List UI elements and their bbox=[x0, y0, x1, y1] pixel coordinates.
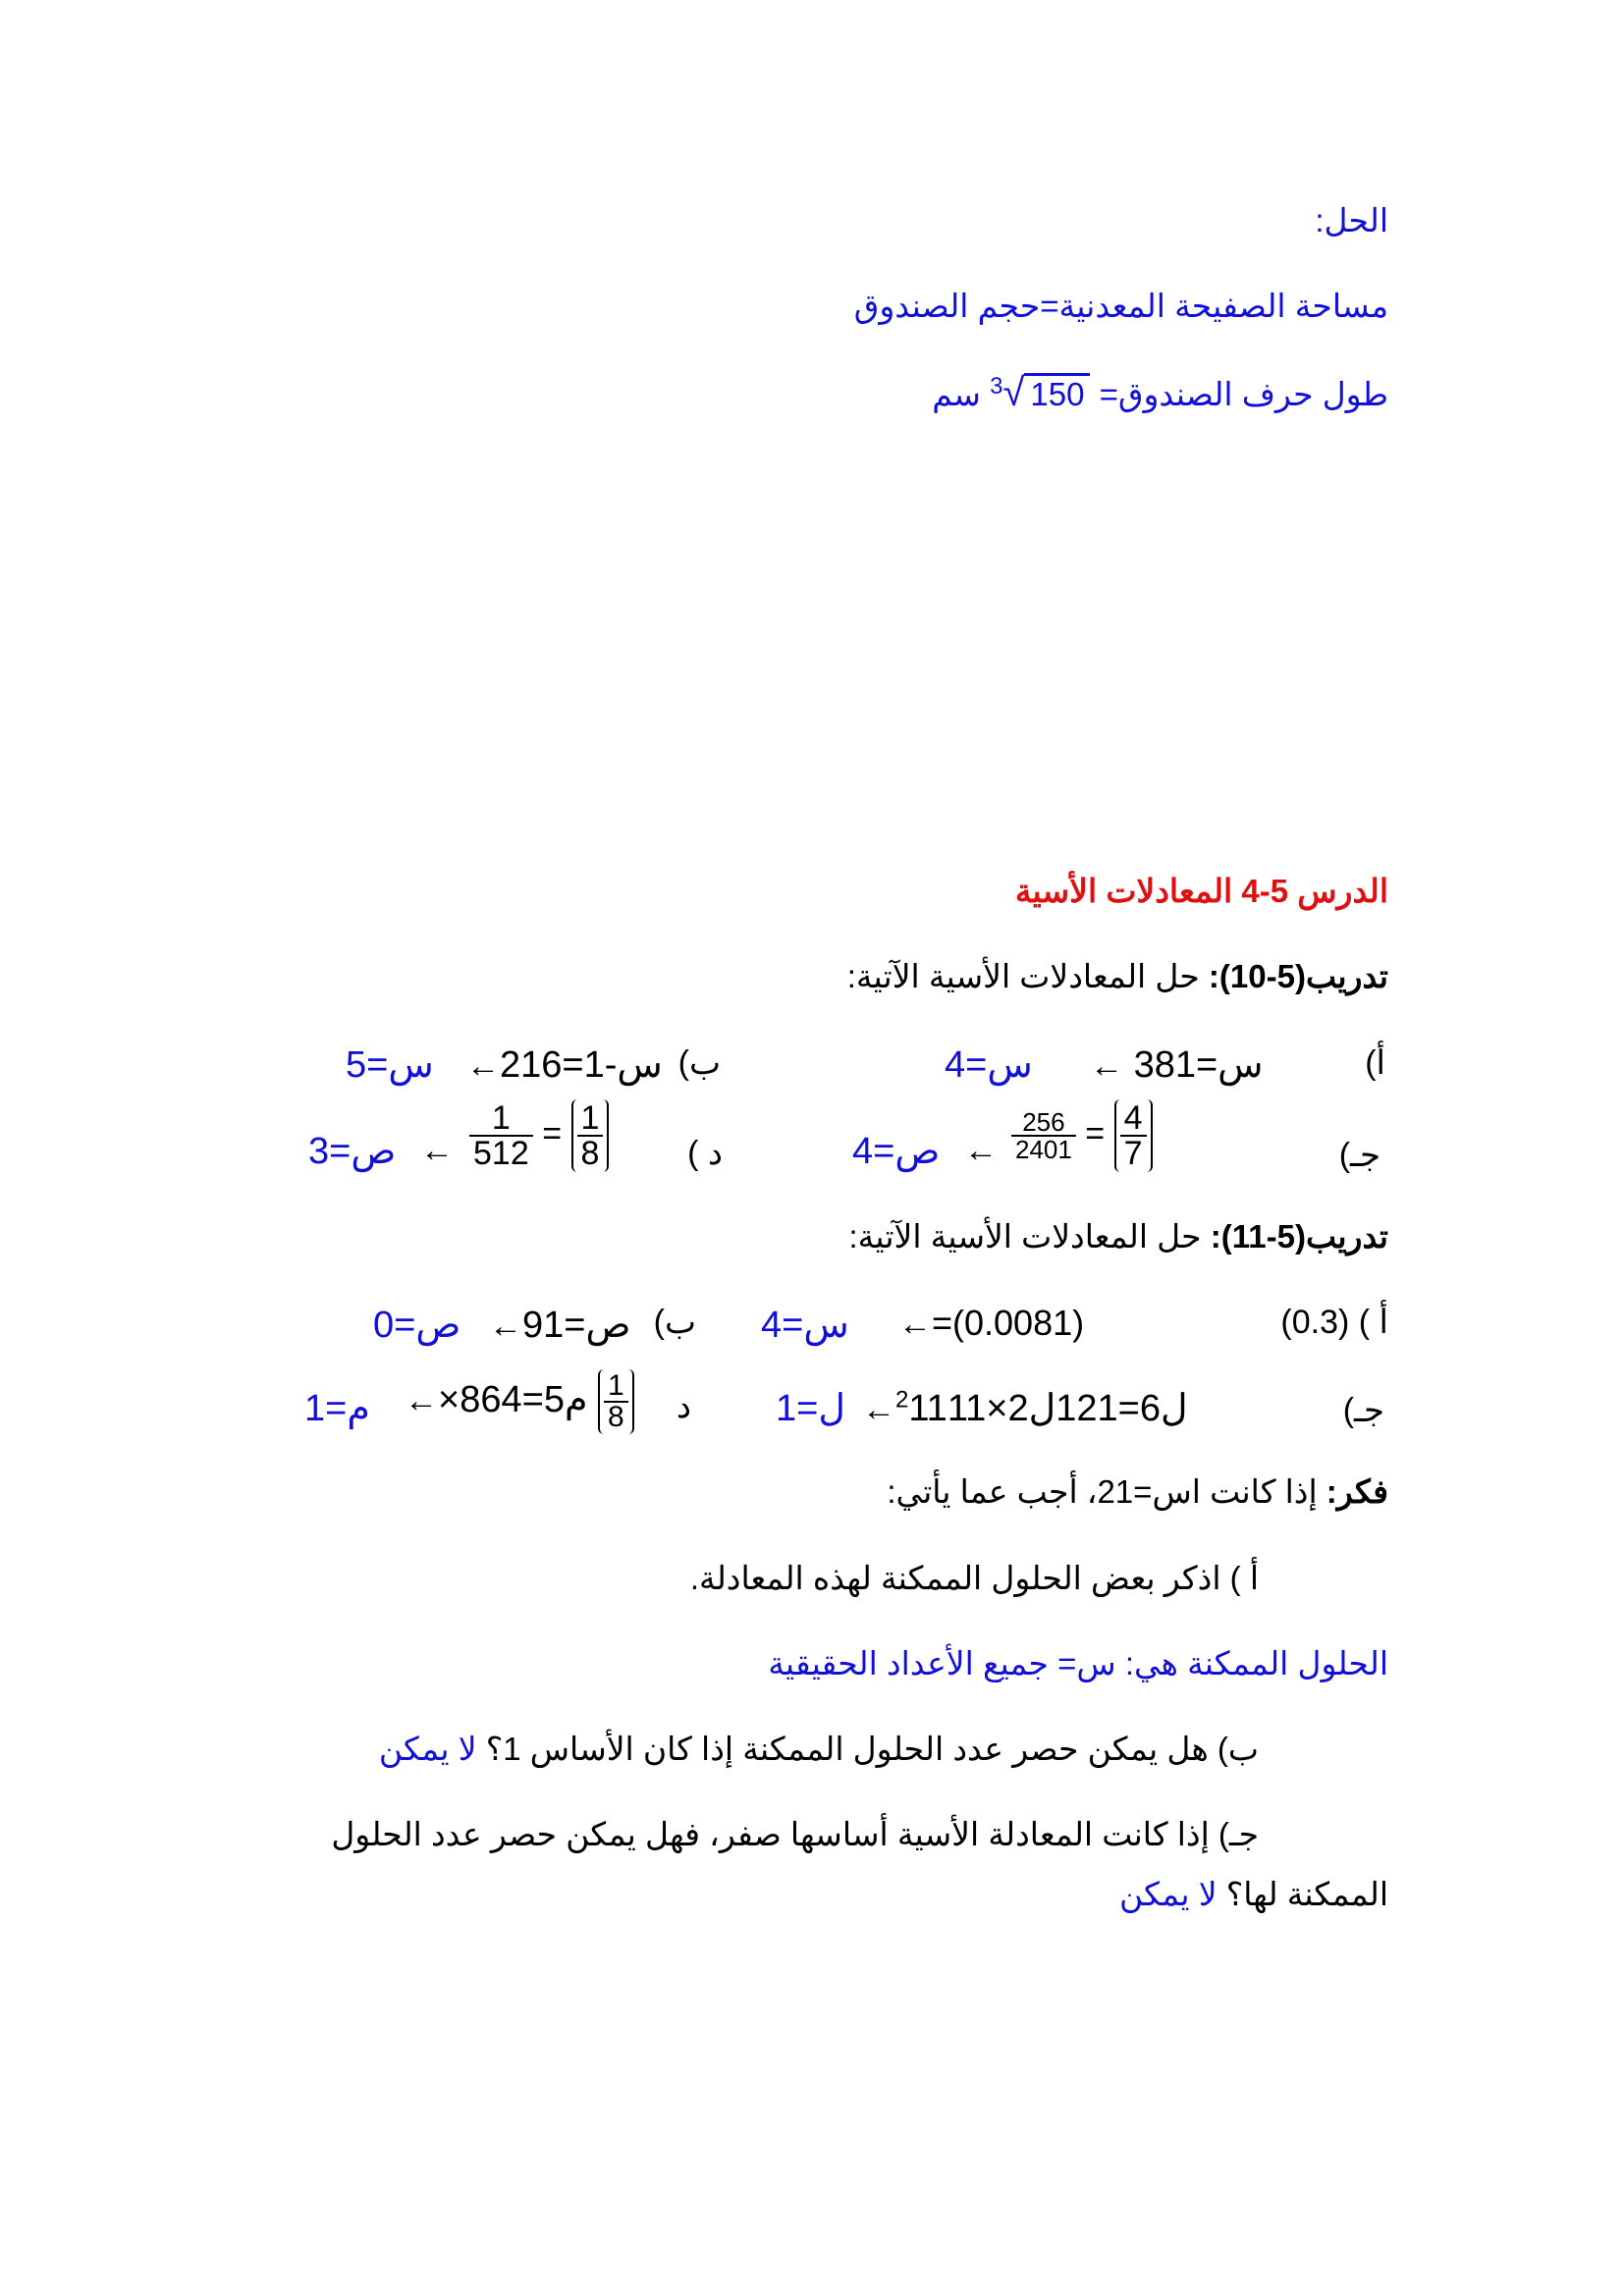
think-question-b-text: ب) هل يمكن حصر عدد الحلول الممكنة إذا كان الأساس 1؟ bbox=[485, 1731, 1259, 1767]
ex1-a-answer: س=4 bbox=[945, 1044, 1033, 1086]
think-text: إذا كانت اس=21، أجب عما يأتي: bbox=[887, 1473, 1318, 1510]
ex1-c-answer: ص=4 bbox=[852, 1131, 941, 1172]
ex1-d-answer: ص=3 bbox=[308, 1131, 397, 1172]
ex2-a-label: أ ) (0.3) bbox=[1280, 1304, 1388, 1341]
ex2-c-label: جـ) bbox=[1342, 1392, 1384, 1429]
solution-line-2 bbox=[932, 371, 1388, 415]
solution-heading: الحل: bbox=[1315, 202, 1388, 239]
think-question-c: جـ) إذا كانت المعادلة الأسية أساسها صفر، فهل يمكن حصر عدد الحلول bbox=[331, 1816, 1259, 1852]
think-question-b bbox=[379, 1730, 1259, 1768]
ex1-c-equation: $\frac{256}{2401}$ = $\frac{4}{7}$ bbox=[1011, 1099, 1153, 1172]
ex2-c-answer: ل=1 bbox=[776, 1388, 845, 1429]
ex2-b-label: ب) bbox=[653, 1304, 696, 1341]
ex2-b-equation: ←9ص=1 bbox=[489, 1305, 631, 1346]
think-question-c-cont bbox=[1119, 1875, 1388, 1913]
ex2-d-eq-text: ×8م5=64 bbox=[438, 1379, 588, 1421]
ex1-d-equation: $\frac{1}{512}$ = $\frac{1}{8}$ bbox=[469, 1099, 609, 1172]
ex1-d-label: د ) bbox=[687, 1135, 723, 1172]
edge-length-label: طول حرف الصندوق= bbox=[1099, 376, 1388, 412]
ex1-c-base-bracket: $\frac{4}{7}$ bbox=[1114, 1099, 1153, 1172]
ex1-b-label: ب) bbox=[677, 1044, 721, 1082]
ex1-c-arrow: ← bbox=[964, 1132, 998, 1169]
ex1-b-answer: س=5 bbox=[346, 1044, 434, 1086]
ex1-d-arrow: ← bbox=[420, 1132, 454, 1169]
think-answer-b: لا يمكن bbox=[378, 1731, 477, 1767]
ex1-a-label: أ) bbox=[1365, 1044, 1385, 1082]
ex2-d-label: د bbox=[676, 1388, 691, 1425]
ex2-d-base-bracket: $\frac{1}{8}$ bbox=[598, 1369, 634, 1434]
ex1-b-eq-text: 2س-1=16 bbox=[500, 1044, 663, 1086]
exercise-2-text: حل المعادلات الأسية الآتية: bbox=[848, 1218, 1202, 1255]
ex2-c-eq-text: 11ل6=121ل2×11 bbox=[908, 1388, 1188, 1429]
ex2-b-answer: ص=0 bbox=[373, 1305, 461, 1346]
radicand: 150 bbox=[1024, 373, 1090, 413]
unit: سم bbox=[932, 376, 981, 412]
ex2-b-eq-text: 9ص=1 bbox=[522, 1305, 631, 1346]
ex2-a-eq-text: =(0.0081) bbox=[932, 1303, 1085, 1343]
ex1-a-equation: ← 3س=81 bbox=[1090, 1044, 1264, 1086]
ex1-b-equation: ←2س-1=16 bbox=[466, 1044, 663, 1086]
ex1-d-rhs-fraction: $\frac{1}{512}$ bbox=[469, 1101, 533, 1170]
exercise-2-header bbox=[849, 1217, 1388, 1255]
ex2-a-answer: س=4 bbox=[761, 1305, 849, 1346]
think-question-a: أ ) اذكر بعض الحلول الممكنة لهذه المعادلة. bbox=[689, 1560, 1259, 1596]
think-label: فكر: bbox=[1326, 1473, 1388, 1510]
ex1-a-eq-text: 3س=81 bbox=[1133, 1044, 1264, 1086]
exercise-1-header bbox=[847, 957, 1388, 995]
ex2-d-equation: ←×8م5=64 $\frac{1}{8}$ bbox=[405, 1369, 634, 1434]
ex1-c-label: جـ) bbox=[1338, 1137, 1380, 1174]
exercise-2-label: تدريب(5-11): bbox=[1210, 1218, 1388, 1255]
ex2-a-equation: ←=(0.0081) bbox=[898, 1303, 1085, 1343]
exercise-1-text: حل المعادلات الأسية الآتية: bbox=[846, 958, 1200, 994]
think-question-c-text: الممكنة لها؟ bbox=[1225, 1876, 1388, 1912]
solution-line-1: مساحة الصفيحة المعدنية=حجم الصندوق bbox=[853, 288, 1388, 324]
think-header bbox=[887, 1472, 1388, 1511]
think-answer-a: الحلول الممكنة هي: س= جميع الأعداد الحقيقية bbox=[768, 1645, 1388, 1682]
ex1-d-base-bracket: $\frac{1}{8}$ bbox=[571, 1099, 610, 1172]
ex1-c-rhs-fraction: $\frac{256}{2401}$ bbox=[1011, 1109, 1076, 1162]
ex2-c-equation: ←$^2$11ل6=121ل2×11 bbox=[862, 1386, 1188, 1429]
lesson-title: الدرس 5-4 المعادلات الأسية bbox=[1014, 873, 1388, 909]
cube-root-index: 3 bbox=[990, 373, 1003, 400]
ex2-d-answer: م=1 bbox=[304, 1388, 370, 1429]
cube-root-expression: $^3$√ 150 bbox=[990, 371, 1090, 415]
exercise-1-label: تدريب(5-10): bbox=[1208, 958, 1388, 994]
ex2-c-exponent: 2 bbox=[895, 1386, 909, 1414]
think-answer-c: لا يمكن bbox=[1118, 1876, 1218, 1912]
